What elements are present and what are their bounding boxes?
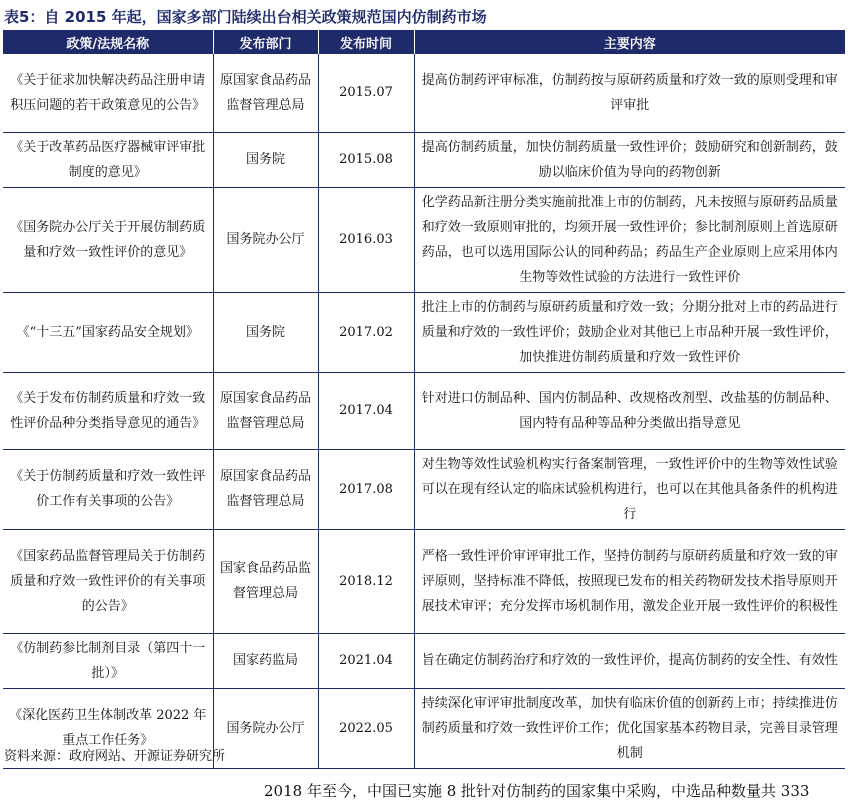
cell-main-content: 对生物等效性试验机构实行备案制管理，一致性评价中的生物等效性试验可以在现有经认定的临床试验机构进行，也可以在其他具备条件的机构进行 bbox=[414, 449, 845, 529]
cell-policy-name: 《“十三五”国家药品安全规划》 bbox=[3, 292, 213, 372]
cell-release-date: 2017.04 bbox=[318, 372, 414, 449]
cell-policy-name: 《关于改革药品医疗器械审评审批制度的意见》 bbox=[3, 132, 213, 187]
cell-release-date: 2018.12 bbox=[318, 529, 414, 633]
table-row bbox=[3, 132, 845, 187]
cell-release-date: 2022.05 bbox=[318, 688, 414, 768]
cell-release-date: 2016.03 bbox=[318, 187, 414, 292]
header-release-date: 发布时间 bbox=[318, 30, 414, 54]
cell-policy-name: 《关于仿制药质量和疗效一致性评价工作有关事项的公告》 bbox=[3, 449, 213, 529]
table-row bbox=[3, 54, 845, 132]
cell-release-date: 2015.07 bbox=[318, 54, 414, 132]
table-row bbox=[3, 633, 845, 688]
cell-policy-name: 《关于征求加快解决药品注册申请积压问题的若干政策意见的公告》 bbox=[3, 54, 213, 132]
cell-main-content: 提高仿制药评审标准，仿制药按与原研药质量和疗效一致的原则受理和审评审批 bbox=[414, 54, 845, 132]
cell-department: 国家药监局 bbox=[213, 633, 318, 688]
cell-main-content: 严格一致性评价审评审批工作，坚持仿制药与原研药质量和疗效一致的审评原则，坚持标准不降低，按照现已发布的相关药物研发技术指导原则开展技术审评；充分发挥市场机制作用，激发企业开展一致性评价的积极性 bbox=[414, 529, 845, 633]
table-row bbox=[3, 372, 845, 449]
cell-main-content: 批注上市的仿制药与原研药质量和疗效一致；分期分批对上市的药品进行质量和疗效的一致性评价；鼓励企业对其他已上市品种开展一致性评价，加快推进仿制药质量和疗效一致性评价 bbox=[414, 292, 845, 372]
source-note: 资料来源：政府网站、开源证券研究所 bbox=[4, 749, 226, 764]
header-policy-name: 政策/法规名称 bbox=[3, 30, 213, 54]
table-caption: 表5：自 2015 年起，国家多部门陆续出台相关政策规范国内仿制药市场 bbox=[4, 8, 487, 26]
cell-policy-name: 《仿制药参比制剂目录（第四十一批）》 bbox=[3, 633, 213, 688]
cell-department: 国务院 bbox=[213, 132, 318, 187]
cell-department: 原国家食品药品监督管理总局 bbox=[213, 54, 318, 132]
cell-release-date: 2017.02 bbox=[318, 292, 414, 372]
cell-policy-name: 《深化医药卫生体制改革 2022 年重点工作任务》 bbox=[3, 688, 213, 768]
table-row bbox=[3, 292, 845, 372]
table-row bbox=[3, 529, 845, 633]
cell-release-date: 2017.08 bbox=[318, 449, 414, 529]
table-row bbox=[3, 187, 845, 292]
cell-main-content: 旨在确定仿制药治疗和疗效的一致性评价，提高仿制药的安全性、有效性 bbox=[414, 633, 845, 688]
policy-table bbox=[3, 30, 845, 769]
cell-release-date: 2015.08 bbox=[318, 132, 414, 187]
body-paragraph: 2018 年至今，中国已实施 8 批针对仿制药的国家集中采购，中选品种数量共 333 bbox=[264, 782, 810, 800]
cell-department: 国务院办公厅 bbox=[213, 688, 318, 768]
cell-department: 国家食品药品监督管理总局 bbox=[213, 529, 318, 633]
cell-department: 国务院办公厅 bbox=[213, 187, 318, 292]
header-department: 发布部门 bbox=[213, 30, 318, 54]
cell-policy-name: 《国务院办公厅关于开展仿制药质量和疗效一致性评价的意见》 bbox=[3, 187, 213, 292]
cell-release-date: 2021.04 bbox=[318, 633, 414, 688]
cell-main-content: 提高仿制药质量，加快仿制药质量一致性评价；鼓励研究和创新制药，鼓励以临床价值为导向的药物创新 bbox=[414, 132, 845, 187]
cell-department: 原国家食品药品监督管理总局 bbox=[213, 372, 318, 449]
cell-main-content: 化学药品新注册分类实施前批准上市的仿制药，凡未按照与原研药品质量和疗效一致原则审批的，均须开展一致性评价；参比制剂原则上首选原研药品，也可以选用国际公认的同种药品；药品生产企业原则上应采用体内生物等效性试验的方法进行一致性评价 bbox=[414, 187, 845, 292]
cell-policy-name: 《关于发布仿制药质量和疗效一致性评价品种分类指导意见的通告》 bbox=[3, 372, 213, 449]
cell-department: 国务院 bbox=[213, 292, 318, 372]
cell-department: 原国家食品药品监督管理总局 bbox=[213, 449, 318, 529]
cell-policy-name: 《国家药品监督管理局关于仿制药质量和疗效一致性评价的有关事项的公告》 bbox=[3, 529, 213, 633]
cell-main-content: 针对进口仿制品种、国内仿制品种、改规格改剂型、改盐基的仿制品种、国内特有品种等品种分类做出指导意见 bbox=[414, 372, 845, 449]
table-row bbox=[3, 449, 845, 529]
table-header-row bbox=[3, 30, 845, 54]
cell-main-content: 持续深化审评审批制度改革，加快有临床价值的创新药上市；持续推进仿制药质量和疗效一致性评价工作；优化国家基本药物目录，完善目录管理机制 bbox=[414, 688, 845, 768]
header-main-content: 主要内容 bbox=[414, 30, 845, 54]
